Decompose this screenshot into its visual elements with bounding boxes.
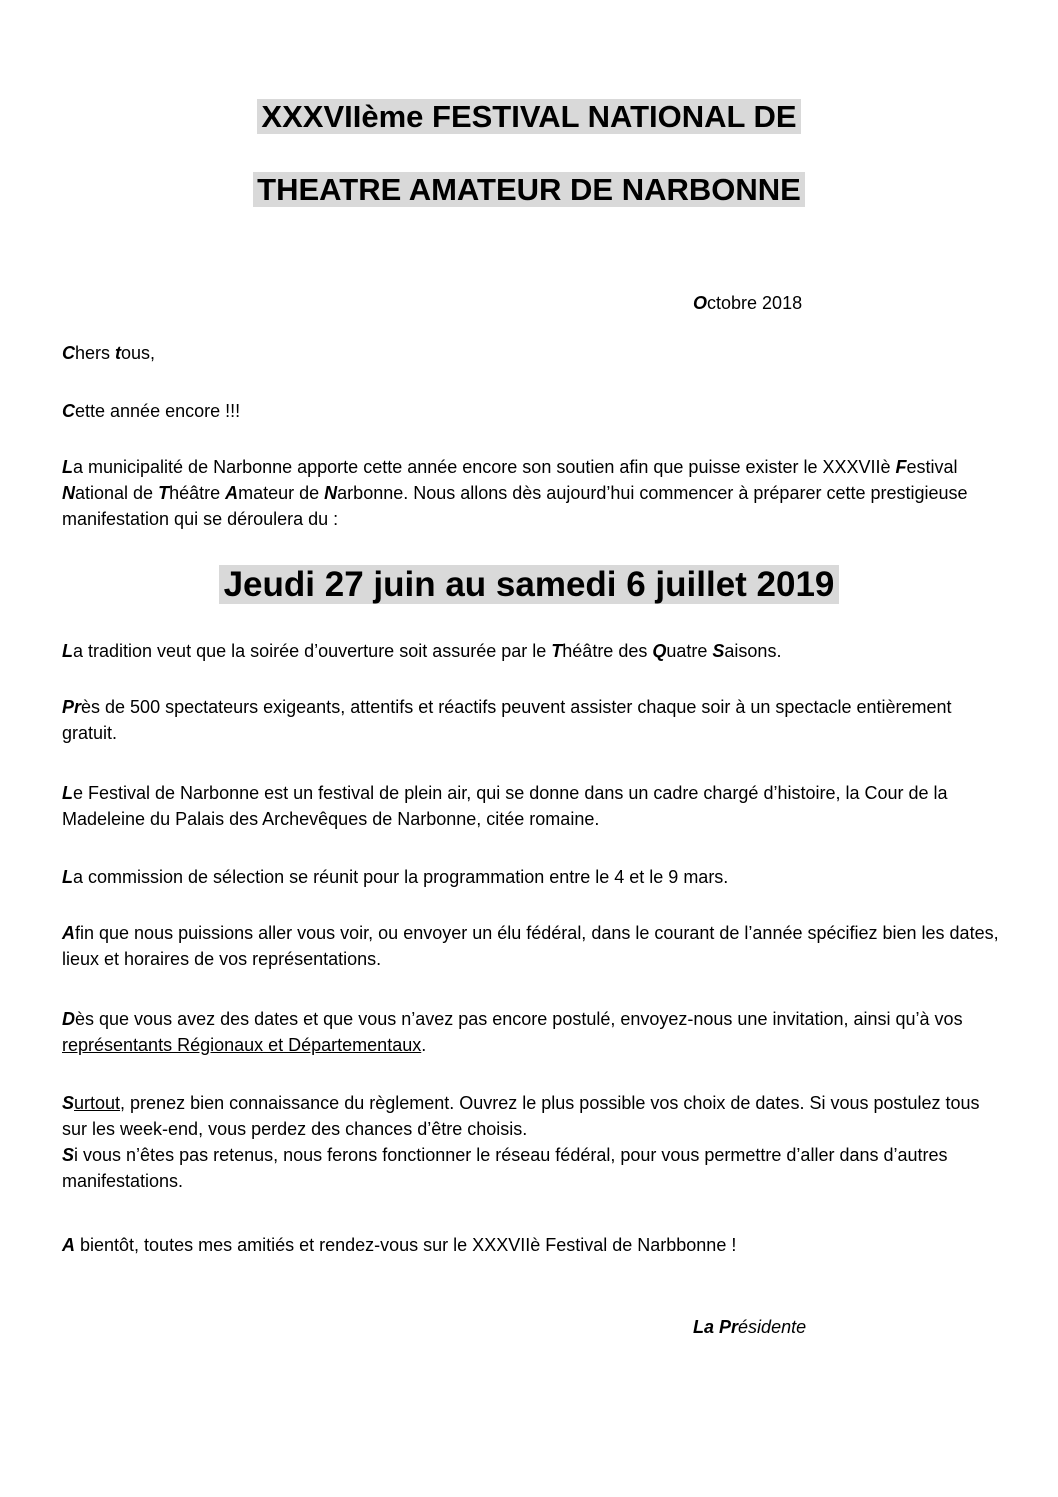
paragraph-invitation: Dès que vous avez des dates et que vous n’avez pas encore postulé, envoyez-nous une invitation, ainsi qu’à vos représentants Régionaux et Départementaux.	[62, 1009, 963, 1055]
paragraph-spectators: Près de 500 spectateurs exigeants, attentifs et réactifs peuvent assister chaque soir à un spectacle entièrement gratuit.	[62, 697, 952, 743]
title-line-1	[0, 94, 1058, 140]
event-dates	[0, 560, 1058, 610]
paragraph-municipality: La municipalité de Narbonne apporte cette année encore son soutien afin que puisse exister le XXXVIIè Festival National de Théâtre Amateur de Narbonne. Nous allons dès aujourd’hui commencer à préparer cette prestigieuse manifestation qui se déroulera du :	[62, 457, 968, 529]
title-text-2: THEATRE AMATEUR DE NARBONNE	[253, 172, 805, 207]
paragraph-open-air: Le Festival de Narbonne est un festival de plein air, qui se donne dans un cadre chargé d’histoire, la Cour de la Madeleine du Palais des Archevêques de Narbonne, citée romaine.	[62, 783, 948, 829]
representatives-link[interactable]: représentants Régionaux et Départementaux	[62, 1035, 422, 1055]
paragraph-visit: Afin que nous puissions aller vous voir, ou envoyer un élu fédéral, dans le courant de l’année spécifiez bien les dates, lieux et horaires de vos représentations.	[62, 923, 999, 969]
event-dates-text: Jeudi 27 juin au samedi 6 juillet 2019	[219, 565, 840, 604]
paragraph-closing: A bientôt, toutes mes amitiés et rendez-vous sur le XXXVIIè Festival de Narbbonne !	[62, 1235, 737, 1255]
paragraph-tradition: La tradition veut que la soirée d’ouverture soit assurée par le Théâtre des Quatre Saisons.	[62, 641, 782, 661]
paragraph-selection: La commission de sélection se réunit pour la programmation entre le 4 et le 9 mars.	[62, 867, 729, 887]
intro-line: Cette année encore !!!	[62, 401, 241, 421]
title-text-1: XXXVIIème FESTIVAL NATIONAL DE	[257, 99, 800, 134]
greeting: Chers tous,	[62, 343, 156, 363]
title-line-2	[0, 167, 1058, 213]
signature: La Présidente	[693, 1317, 807, 1337]
letter-date: Octobre 2018	[693, 293, 803, 313]
paragraph-rules: Surtout, prenez bien connaissance du règlement. Ouvrez le plus possible vos choix de dates. Si vous postulez tous sur les week-end, vous perdez des chances d’être choisis. Si vous n’êtes pas retenus, nous ferons fonctionner le réseau fédéral, pour vous permettre d’aller dans d’autres manifestations.	[62, 1093, 980, 1191]
